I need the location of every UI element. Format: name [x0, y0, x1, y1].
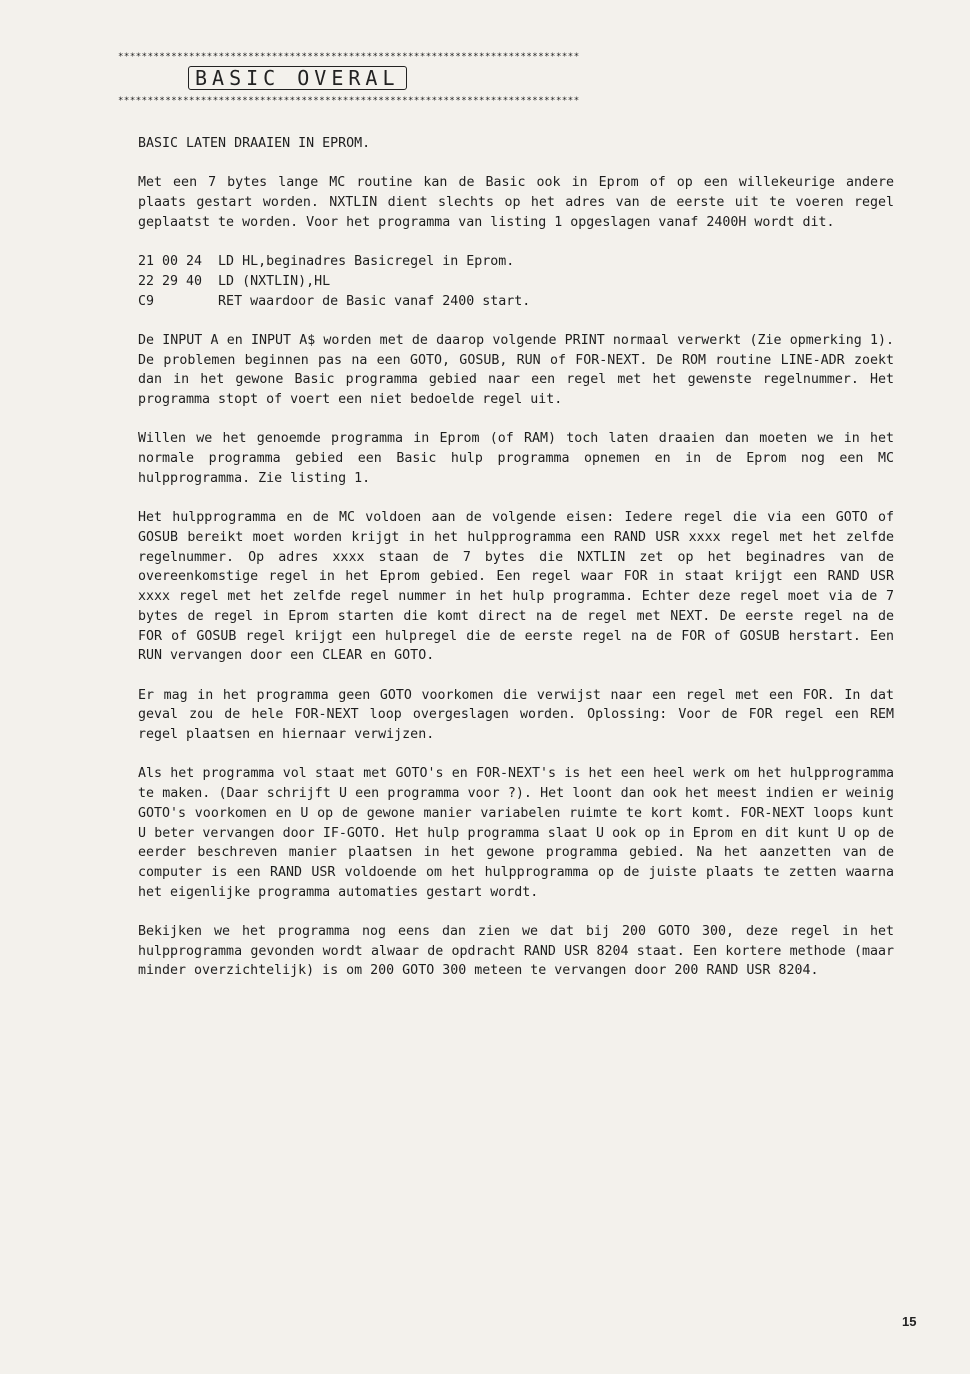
paragraph: Als het programma vol staat met GOTO's en FOR-NEXT's is het een heel werk om het hulpprogramma te maken. (Daar schrijft U een programma voor ?). Het loont dan ook het meest indien er weinig GOTO's voorkomen en U op de gewone manier variabelen ruimte te kort komt. FOR-NEXT loops kunt U beter vervangen door IF-GOTO. Het hulp programma slaat U ook op in Eprom en dit kunt U op de eerder beschreven manier plaatsen in het gewone programma gebied. Na het aanzetten van de computer is een RAND USR voldoende om het hulpprogramma op de juiste plaats te zetten waarna het eigenlijke programma automaties gestart wordt. [138, 766, 894, 900]
section-heading: BASIC LATEN DRAAIEN IN EPROM. [138, 136, 371, 151]
code-line: 21 00 24 LD HL,beginadres Basicregel in Eprom. [138, 254, 515, 270]
paragraph: De INPUT A en INPUT A$ worden met de daarop volgende PRINT normaal verwerkt (Zie opmerking 1). De problemen beginnen pas na een GOTO, GOSUB, RUN of FOR-NEXT. De ROM routine LINE-ADR zoekt dan in het gewone Basic programma gebied naar een regel met het gewenste regelnummer. Het programma stopt of voert een niet bedoelde regel uit. [138, 332, 894, 408]
star-border-bottom: ****************************************************************************** [118, 96, 580, 106]
paragraph: Willen we het genoemde programma in Eprom (of RAM) toch laten draaien dan moeten we in het normale programma gebied een Basic hulp programma opnemen en in de Eprom nog een MC hulpprogramma. Zie listing 1. [138, 431, 894, 486]
paragraph-intro: Met een 7 bytes lange MC routine kan de Basic ook in Eprom of op een willekeurige andere plaats gestart worden. NXTLIN dient slechts op het adres van de eerste uit te voeren regel geplaatst te worden. Voor het programma van listing 1 opgeslagen vanaf 2400H wordt dit. [138, 175, 894, 230]
article-body [138, 134, 894, 1001]
paragraph: Bekijken we het programma nog eens dan zien we dat bij 200 GOTO 300, deze regel in het hulpprogramma gevonden wordt alwaar de opdracht RAND USR 8204 staat. Een kortere methode (maar minder overzichtelijk) is om 200 GOTO 300 meteen te vervangen door 200 RAND USR 8204. [138, 924, 894, 979]
code-line: 22 29 40 LD (NXTLIN),HL [138, 273, 331, 289]
star-border-top: ****************************************************************************** [118, 52, 580, 62]
paragraph: Er mag in het programma geen GOTO voorkomen die verwijst naar een regel met een FOR. In dat geval zou de hele FOR-NEXT loop overgeslagen worden. Oplossing: Voor de FOR regel een REM regel plaatsen en hiernaar verwijzen. [138, 687, 894, 742]
page-number: 15 [902, 1314, 917, 1329]
paragraph: Het hulpprogramma en de MC voldoen aan de volgende eisen: Iedere regel die via een GOTO of GOSUB bereikt moet worden krijgt in het hulpprogramma een RAND USR xxxx regel met het zelfde regelnummer. Op adres xxxx staan de 7 bytes die NXTLIN zet op het beginadres van de overeenkomstige regel in het Eprom gebied. Een regel waar FOR in staat krijgt een RAND USR xxxx regel met het zelfde regel nummer in het hulp programma. Echter deze regel moet via de 7 bytes de regel in Eprom starten die komt direct na de regel met NEXT. De eerste regel na de FOR of GOSUB regel krijgt een hulpregel die de eerste regel na de FOR of GOSUB herstart. Een RUN vervangen door een CLEAR en GOTO. [138, 510, 894, 664]
page-title-text: BASIC OVERAL [188, 66, 407, 90]
code-listing [138, 252, 894, 311]
code-line: C9 RET waardoor de Basic vanaf 2400 start. [138, 293, 531, 309]
page-title [188, 66, 407, 90]
